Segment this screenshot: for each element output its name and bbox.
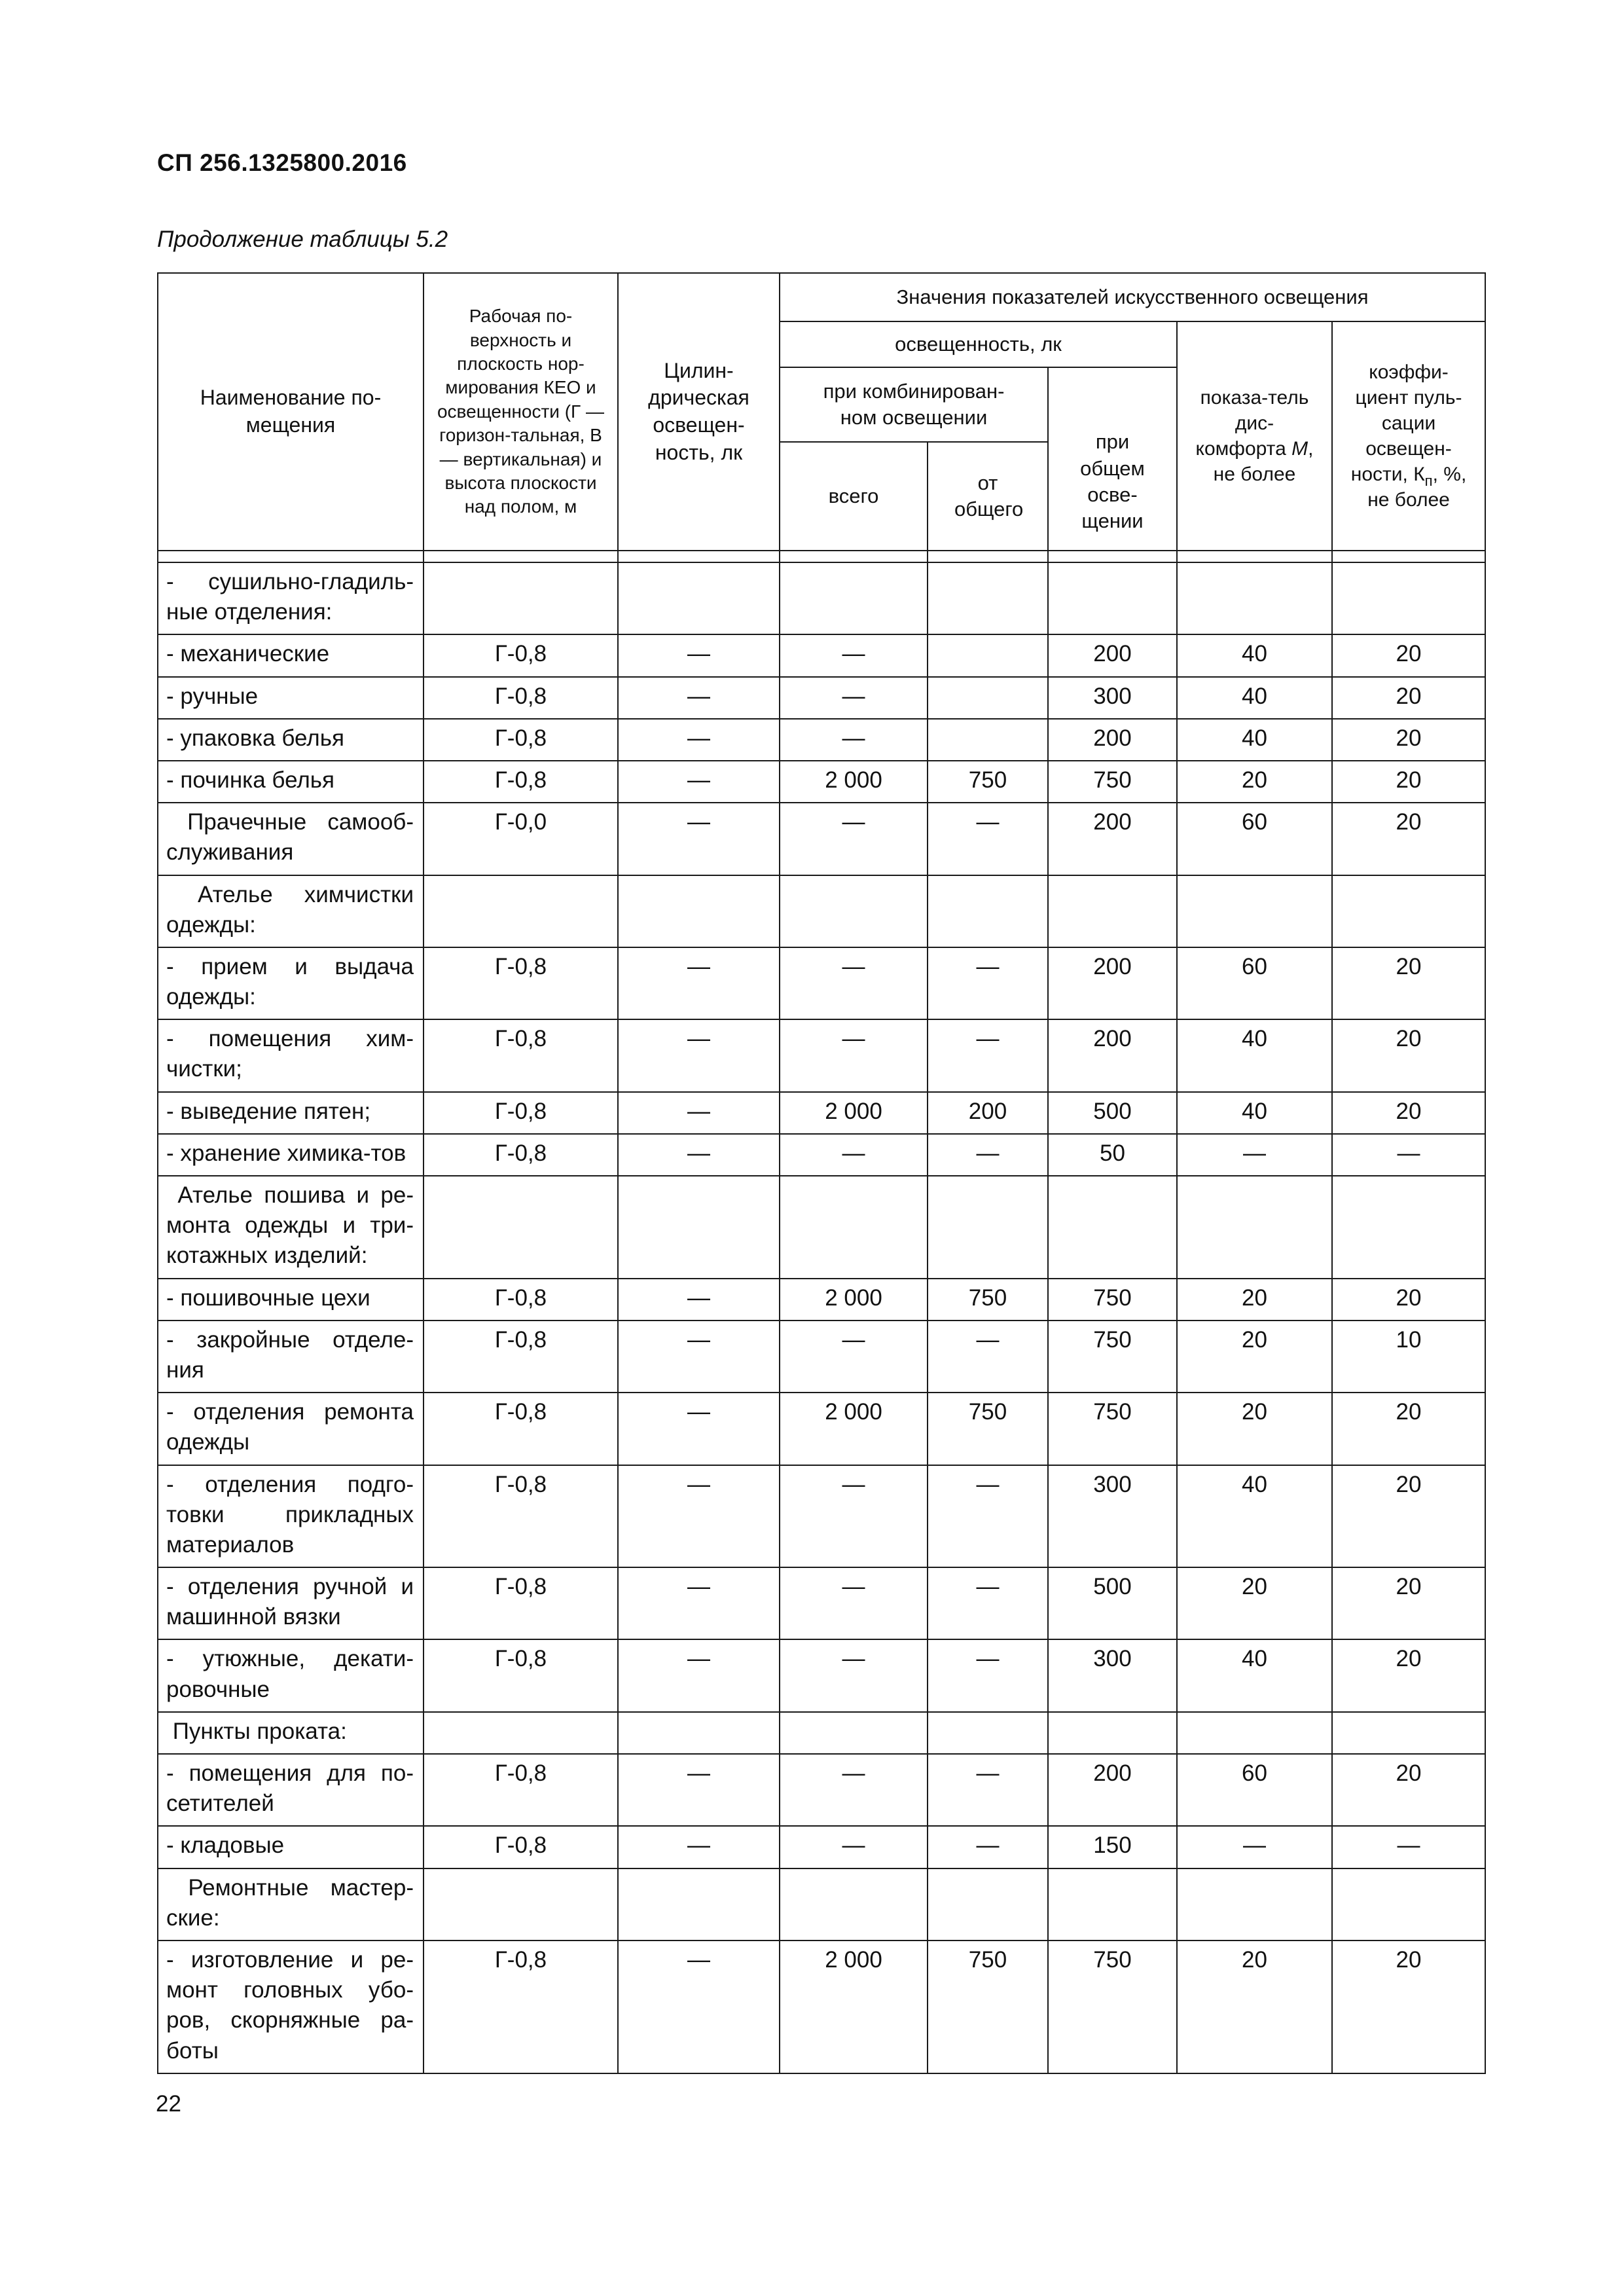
cell-combined-from-general	[928, 719, 1048, 761]
cell-work-surface: Г-0,8	[424, 1826, 618, 1868]
cell-pulsation-coefficient: 20	[1332, 1639, 1485, 1711]
cell-cylindrical-illuminance: —	[618, 634, 780, 676]
cell-combined-from-general: —	[928, 1134, 1048, 1176]
pulsation-label: коэффи-циент пуль-сации освещен-ности,	[1350, 361, 1462, 485]
cell-discomfort-index: 40	[1177, 1465, 1332, 1568]
cell-discomfort-index: 40	[1177, 719, 1332, 761]
cell-discomfort-index: 20	[1177, 761, 1332, 803]
cell-combined-from-general: 200	[928, 1092, 1048, 1134]
cell-combined-total: —	[780, 1465, 928, 1568]
cell-combined-total: —	[780, 1826, 928, 1868]
cell-discomfort-index	[1177, 1176, 1332, 1279]
cell-cylindrical-illuminance: —	[618, 1279, 780, 1321]
cell-general-illuminance: 200	[1048, 947, 1177, 1019]
cell-discomfort-index: —	[1177, 1134, 1332, 1176]
cell-combined-total: —	[780, 803, 928, 875]
cell-room-name: - отделения ручной и машинной вязки	[158, 1567, 424, 1639]
cell-discomfort-index: 40	[1177, 1092, 1332, 1134]
cell-combined-from-general: —	[928, 1639, 1048, 1711]
table-row	[158, 947, 1485, 1019]
cell-combined-total: —	[780, 1567, 928, 1639]
separator-cell	[1048, 551, 1177, 562]
cell-cylindrical-illuminance: —	[618, 1134, 780, 1176]
cell-work-surface	[424, 1868, 618, 1941]
cell-combined-total: 2 000	[780, 1092, 928, 1134]
cell-discomfort-index	[1177, 1868, 1332, 1941]
cell-combined-from-general: —	[928, 803, 1048, 875]
cell-combined-from-general: —	[928, 1567, 1048, 1639]
cell-pulsation-coefficient: 20	[1332, 1393, 1485, 1465]
cell-room-name: - хранение химика-тов	[158, 1134, 424, 1176]
table-row	[158, 1092, 1485, 1134]
cell-combined-total	[780, 1712, 928, 1754]
separator-cell	[1332, 551, 1485, 562]
table-row	[158, 1393, 1485, 1465]
cell-combined-from-general: 750	[928, 761, 1048, 803]
cell-combined-from-general	[928, 677, 1048, 719]
table-header	[158, 273, 1485, 551]
cell-combined-total: —	[780, 677, 928, 719]
cell-general-illuminance: 300	[1048, 677, 1177, 719]
cell-discomfort-index: 40	[1177, 1639, 1332, 1711]
table-row	[158, 1465, 1485, 1568]
separator-cell	[928, 551, 1048, 562]
cell-room-name: - ручные	[158, 677, 424, 719]
cell-cylindrical-illuminance	[618, 1176, 780, 1279]
table-row	[158, 1176, 1485, 1279]
cell-discomfort-index: 20	[1177, 1393, 1332, 1465]
cell-work-surface: Г-0,8	[424, 761, 618, 803]
cell-cylindrical-illuminance	[618, 875, 780, 947]
cell-room-name: - помещения хим-чистки;	[158, 1019, 424, 1091]
cell-room-name: - отделения ремонта одежды	[158, 1393, 424, 1465]
cell-combined-total: 2 000	[780, 1941, 928, 2073]
cell-cylindrical-illuminance	[618, 1868, 780, 1941]
cell-work-surface: Г-0,8	[424, 1092, 618, 1134]
cell-work-surface: Г-0,8	[424, 1465, 618, 1568]
cell-general-illuminance	[1048, 562, 1177, 634]
cell-work-surface: Г-0,8	[424, 1754, 618, 1826]
cell-pulsation-coefficient: —	[1332, 1134, 1485, 1176]
cell-pulsation-coefficient: 20	[1332, 634, 1485, 676]
cell-work-surface: Г-0,8	[424, 1639, 618, 1711]
cell-combined-from-general: —	[928, 947, 1048, 1019]
cell-combined-from-general	[928, 875, 1048, 947]
cell-combined-total: —	[780, 1321, 928, 1393]
cell-discomfort-index	[1177, 562, 1332, 634]
cell-pulsation-coefficient: 20	[1332, 803, 1485, 875]
page-number: 22	[156, 2091, 181, 2117]
cell-pulsation-coefficient	[1332, 875, 1485, 947]
cell-work-surface: Г-0,8	[424, 947, 618, 1019]
cell-room-name: Ремонтные мастер-ские:	[158, 1868, 424, 1941]
cell-pulsation-coefficient	[1332, 1176, 1485, 1279]
cell-cylindrical-illuminance: —	[618, 947, 780, 1019]
discomfort-label: показа-тель дис-комфорта	[1195, 387, 1309, 460]
cell-combined-total	[780, 875, 928, 947]
cell-general-illuminance	[1048, 1176, 1177, 1279]
table-row	[158, 1321, 1485, 1393]
cell-discomfort-index: —	[1177, 1826, 1332, 1868]
table-row	[158, 677, 1485, 719]
cell-cylindrical-illuminance: —	[618, 1941, 780, 2073]
cell-pulsation-coefficient	[1332, 562, 1485, 634]
cell-work-surface: Г-0,0	[424, 803, 618, 875]
cell-general-illuminance: 500	[1048, 1092, 1177, 1134]
table-row	[158, 1279, 1485, 1321]
cell-room-name: - закройные отделе-ния	[158, 1321, 424, 1393]
cell-room-name: - починка белья	[158, 761, 424, 803]
cell-cylindrical-illuminance: —	[618, 1639, 780, 1711]
cell-pulsation-coefficient: 20	[1332, 1019, 1485, 1091]
table-row	[158, 1712, 1485, 1754]
header-combined-lighting: при комбинирован-ном освещении	[780, 367, 1048, 442]
cell-cylindrical-illuminance: —	[618, 803, 780, 875]
cell-general-illuminance: 750	[1048, 1321, 1177, 1393]
cell-combined-total	[780, 1176, 928, 1279]
cell-work-surface: Г-0,8	[424, 677, 618, 719]
header-pulsation-coefficient	[1332, 321, 1485, 551]
cell-cylindrical-illuminance: —	[618, 1567, 780, 1639]
header-general-lighting: при общем осве-щении	[1048, 367, 1177, 551]
cell-pulsation-coefficient: —	[1332, 1826, 1485, 1868]
cell-work-surface: Г-0,8	[424, 1321, 618, 1393]
cell-discomfort-index: 20	[1177, 1567, 1332, 1639]
cell-cylindrical-illuminance: —	[618, 1019, 780, 1091]
cell-pulsation-coefficient: 20	[1332, 1279, 1485, 1321]
table-row	[158, 1019, 1485, 1091]
cell-combined-from-general: —	[928, 1754, 1048, 1826]
cell-discomfort-index: 40	[1177, 677, 1332, 719]
cell-cylindrical-illuminance: —	[618, 719, 780, 761]
cell-discomfort-index: 60	[1177, 803, 1332, 875]
discomfort-symbol: M	[1291, 438, 1308, 460]
table-row	[158, 634, 1485, 676]
cell-work-surface: Г-0,8	[424, 1393, 618, 1465]
cell-discomfort-index: 60	[1177, 947, 1332, 1019]
header-total: всего	[780, 442, 928, 551]
table-row	[158, 1134, 1485, 1176]
cell-combined-from-general: 750	[928, 1941, 1048, 2073]
cell-combined-total: —	[780, 1639, 928, 1711]
cell-general-illuminance	[1048, 1712, 1177, 1754]
cell-general-illuminance: 750	[1048, 1941, 1177, 2073]
cell-room-name: - упаковка белья	[158, 719, 424, 761]
cell-cylindrical-illuminance: —	[618, 1393, 780, 1465]
cell-discomfort-index: 40	[1177, 634, 1332, 676]
cell-room-name: - помещения для по-сетителей	[158, 1754, 424, 1826]
table-row	[158, 1754, 1485, 1826]
cell-room-name: Ателье химчистки одежды:	[158, 875, 424, 947]
cell-combined-from-general: 750	[928, 1279, 1048, 1321]
cell-discomfort-index: 60	[1177, 1754, 1332, 1826]
cell-combined-from-general: —	[928, 1321, 1048, 1393]
cell-pulsation-coefficient: 20	[1332, 1941, 1485, 2073]
pulsation-symbol: К	[1413, 464, 1425, 485]
cell-room-name: - механические	[158, 634, 424, 676]
header-discomfort-index	[1177, 321, 1332, 551]
cell-work-surface: Г-0,8	[424, 1134, 618, 1176]
cell-general-illuminance: 750	[1048, 761, 1177, 803]
cell-work-surface: Г-0,8	[424, 719, 618, 761]
cell-cylindrical-illuminance: —	[618, 1321, 780, 1393]
cell-room-name: - отделения подго-товки прикладных материалов	[158, 1465, 424, 1568]
discomfort-tail: , не более	[1213, 438, 1314, 485]
table-row	[158, 1826, 1485, 1868]
table-body	[158, 551, 1485, 2073]
separator-cell	[780, 551, 928, 562]
cell-work-surface: Г-0,8	[424, 1019, 618, 1091]
cell-room-name: Ателье пошива и ре-монта одежды и три-котажных изделий:	[158, 1176, 424, 1279]
header-from-general: от общего	[928, 442, 1048, 551]
cell-cylindrical-illuminance: —	[618, 677, 780, 719]
cell-general-illuminance: 500	[1048, 1567, 1177, 1639]
table-row	[158, 761, 1485, 803]
header-cylindrical-illuminance: Цилин-дрическая освещен-ность, лк	[618, 273, 780, 551]
cell-cylindrical-illuminance: —	[618, 761, 780, 803]
pulsation-tail: , %, не более	[1367, 464, 1467, 511]
cell-combined-total: 2 000	[780, 1393, 928, 1465]
cell-pulsation-coefficient: 20	[1332, 719, 1485, 761]
header-work-surface: Рабочая по-верхность и плоскость нор-мирования КЕО и освещенности (Г — горизон-тальная, В — вертикальная) и высота плоскости над полом, м	[424, 273, 618, 551]
table-row	[158, 1941, 1485, 2073]
cell-discomfort-index	[1177, 1712, 1332, 1754]
lighting-norms-table	[157, 272, 1486, 2074]
cell-pulsation-coefficient: 20	[1332, 1567, 1485, 1639]
table-caption: Продолжение таблицы 5.2	[157, 227, 448, 252]
cell-pulsation-coefficient: 20	[1332, 947, 1485, 1019]
cell-combined-total: —	[780, 1019, 928, 1091]
cell-combined-from-general	[928, 1712, 1048, 1754]
separator-cell	[1177, 551, 1332, 562]
cell-combined-total: —	[780, 1134, 928, 1176]
cell-work-surface: Г-0,8	[424, 634, 618, 676]
table-row	[158, 875, 1485, 947]
cell-work-surface: Г-0,8	[424, 1941, 618, 2073]
cell-general-illuminance	[1048, 875, 1177, 947]
cell-cylindrical-illuminance	[618, 1712, 780, 1754]
cell-room-name: - сушильно-гладиль-ные отделения:	[158, 562, 424, 634]
cell-work-surface: Г-0,8	[424, 1567, 618, 1639]
cell-combined-total	[780, 1868, 928, 1941]
cell-room-name: - прием и выдача одежды:	[158, 947, 424, 1019]
cell-discomfort-index: 20	[1177, 1941, 1332, 2073]
cell-cylindrical-illuminance: —	[618, 1465, 780, 1568]
cell-discomfort-index	[1177, 875, 1332, 947]
cell-cylindrical-illuminance: —	[618, 1092, 780, 1134]
cell-cylindrical-illuminance: —	[618, 1826, 780, 1868]
cell-pulsation-coefficient: 20	[1332, 1754, 1485, 1826]
cell-room-name: - кладовые	[158, 1826, 424, 1868]
document-code: СП 256.1325800.2016	[157, 149, 407, 176]
cell-room-name: - утюжные, декати-ровочные	[158, 1639, 424, 1711]
cell-pulsation-coefficient	[1332, 1868, 1485, 1941]
cell-combined-total: —	[780, 634, 928, 676]
cell-general-illuminance: 200	[1048, 1019, 1177, 1091]
cell-general-illuminance: 750	[1048, 1393, 1177, 1465]
header-separator	[158, 551, 1485, 562]
table-row	[158, 562, 1485, 634]
cell-general-illuminance: 200	[1048, 803, 1177, 875]
cell-combined-total: —	[780, 1754, 928, 1826]
cell-pulsation-coefficient	[1332, 1712, 1485, 1754]
cell-room-name: Пункты проката:	[158, 1712, 424, 1754]
table-row	[158, 803, 1485, 875]
header-room-name: Наименование по-мещения	[158, 273, 424, 551]
cell-discomfort-index: 20	[1177, 1279, 1332, 1321]
cell-combined-from-general	[928, 1176, 1048, 1279]
cell-general-illuminance: 200	[1048, 634, 1177, 676]
cell-combined-total: 2 000	[780, 761, 928, 803]
cell-pulsation-coefficient: 20	[1332, 761, 1485, 803]
cell-pulsation-coefficient: 20	[1332, 1465, 1485, 1568]
cell-combined-from-general	[928, 562, 1048, 634]
separator-cell	[424, 551, 618, 562]
cell-general-illuminance	[1048, 1868, 1177, 1941]
cell-general-illuminance: 50	[1048, 1134, 1177, 1176]
cell-cylindrical-illuminance	[618, 562, 780, 634]
cell-room-name: Прачечные самооб-служивания	[158, 803, 424, 875]
cell-combined-from-general: —	[928, 1826, 1048, 1868]
cell-room-name: - пошивочные цехи	[158, 1279, 424, 1321]
table-row	[158, 1567, 1485, 1639]
cell-work-surface	[424, 1176, 618, 1279]
header-illuminance: освещенность, лк	[780, 321, 1177, 367]
cell-combined-from-general: 750	[928, 1393, 1048, 1465]
cell-general-illuminance: 300	[1048, 1465, 1177, 1568]
cell-work-surface	[424, 875, 618, 947]
cell-discomfort-index: 20	[1177, 1321, 1332, 1393]
cell-general-illuminance: 200	[1048, 719, 1177, 761]
cell-cylindrical-illuminance: —	[618, 1754, 780, 1826]
cell-work-surface: Г-0,8	[424, 1279, 618, 1321]
cell-work-surface	[424, 1712, 618, 1754]
cell-general-illuminance: 200	[1048, 1754, 1177, 1826]
cell-general-illuminance: 300	[1048, 1639, 1177, 1711]
cell-combined-total: —	[780, 719, 928, 761]
table-row	[158, 719, 1485, 761]
header-artificial-lighting-values: Значения показателей искусственного освещения	[780, 273, 1485, 321]
cell-general-illuminance: 150	[1048, 1826, 1177, 1868]
cell-pulsation-coefficient: 20	[1332, 677, 1485, 719]
cell-combined-total: —	[780, 947, 928, 1019]
cell-combined-from-general	[928, 634, 1048, 676]
cell-combined-from-general: —	[928, 1019, 1048, 1091]
cell-pulsation-coefficient: 10	[1332, 1321, 1485, 1393]
separator-cell	[618, 551, 780, 562]
cell-pulsation-coefficient: 20	[1332, 1092, 1485, 1134]
cell-work-surface	[424, 562, 618, 634]
cell-combined-from-general: —	[928, 1465, 1048, 1568]
table-row	[158, 1639, 1485, 1711]
cell-general-illuminance: 750	[1048, 1279, 1177, 1321]
cell-room-name: - изготовление и ре-монт головных убо-ров, скорняжные ра-боты	[158, 1941, 424, 2073]
table-row	[158, 1868, 1485, 1941]
pulsation-subscript: п	[1424, 473, 1433, 489]
cell-room-name: - выведение пятен;	[158, 1092, 424, 1134]
cell-combined-total	[780, 562, 928, 634]
cell-discomfort-index: 40	[1177, 1019, 1332, 1091]
cell-combined-total: 2 000	[780, 1279, 928, 1321]
cell-combined-from-general	[928, 1868, 1048, 1941]
separator-cell	[158, 551, 424, 562]
